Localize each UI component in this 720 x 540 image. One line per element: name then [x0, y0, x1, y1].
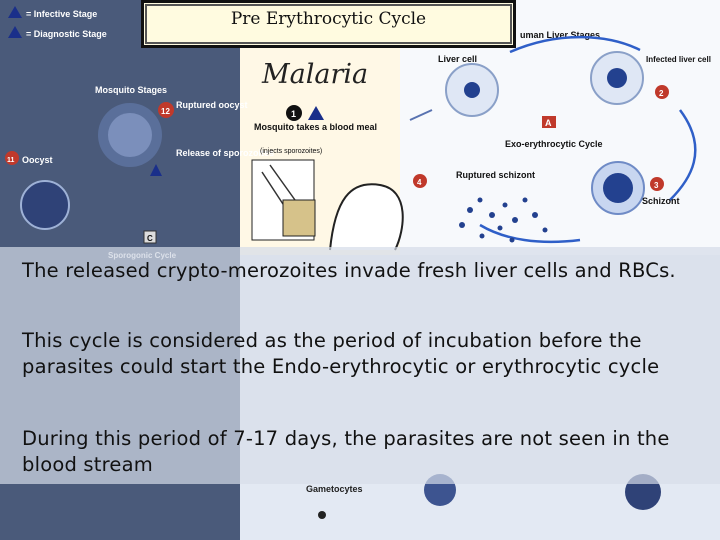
ruptured-schizont-label: Ruptured schizont	[456, 170, 535, 180]
injects-label: (injects sporozoites)	[260, 148, 323, 155]
svg-text:12: 12	[161, 107, 170, 116]
species-bullet-icon	[318, 511, 326, 519]
gametocytes-label: Gametocytes	[306, 484, 363, 494]
exo-erythrocytic-cycle-label: Exo-erythrocytic Cycle	[505, 139, 603, 149]
human-liver-stages-label: uman Liver Stages	[520, 30, 601, 40]
legend-infective: = Infective Stage	[26, 9, 98, 19]
mosquito-stages-label: Mosquito Stages	[95, 85, 168, 95]
svg-text:3: 3	[654, 181, 659, 190]
ruptured-oocyst-label: Ruptured oocyst	[176, 100, 248, 110]
skin-detail-icon	[283, 200, 315, 236]
svg-text:A: A	[545, 118, 552, 128]
slide-title: Pre Erythrocytic Cycle	[230, 9, 427, 29]
legend-diagnostic: = Diagnostic Stage	[26, 29, 107, 39]
release-sporozoites-label: Release of sporozoites	[176, 148, 275, 158]
svg-text:2: 2	[659, 89, 664, 98]
paragraph-3: During this period of 7-17 days, the parasites are not seen in the blood stream	[22, 427, 670, 476]
svg-text:1: 1	[291, 109, 297, 119]
malaria-heading: Malaria	[262, 59, 369, 90]
title-box	[141, 0, 516, 48]
schizont-label: Schizont	[642, 196, 680, 206]
paragraph-2: This cycle is considered as the period of incubation before the parasites could start the Endo-erythrocytic or erythrocytic cycle	[22, 329, 660, 378]
paragraph-1: The released crypto-merozoites invade fresh liver cells and RBCs.	[22, 259, 676, 282]
svg-text:C: C	[147, 234, 153, 243]
svg-text:4: 4	[417, 178, 422, 187]
oocyst-body-icon	[21, 181, 69, 229]
svg-text:11: 11	[7, 157, 15, 164]
liver-cell-label: Liver cell	[438, 54, 478, 64]
mosquito-takes-label: Mosquito takes a blood meal	[254, 122, 378, 132]
oocyst-label: Oocyst	[22, 155, 53, 165]
infected-liver-cell-label: Infected liver cell	[646, 55, 711, 64]
